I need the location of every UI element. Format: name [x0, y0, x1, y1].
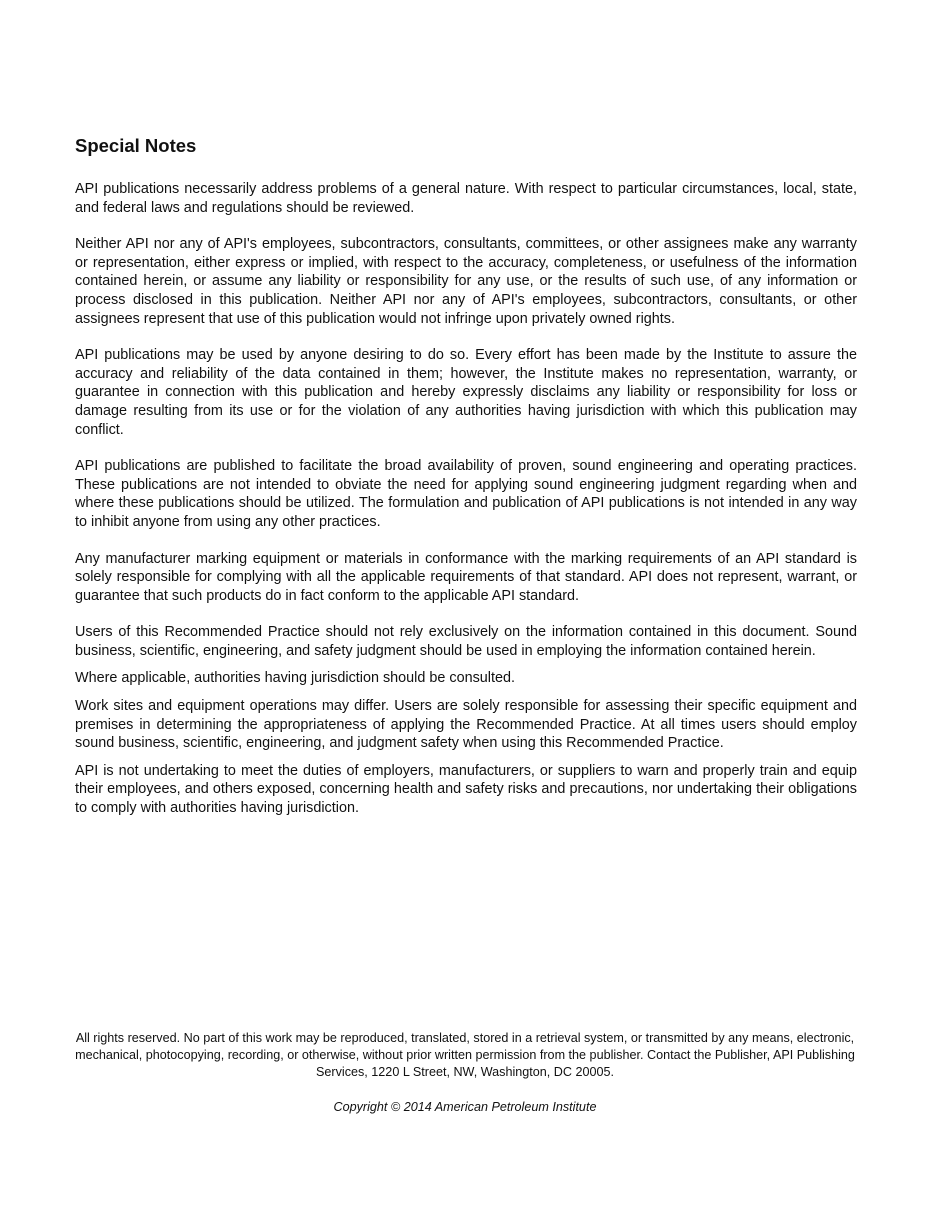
page-title: Special Notes — [75, 135, 197, 156]
rights-notice: All rights reserved. No part of this work may be reproduced, translated, stored in a retrieval system, or transmitted by any means, electronic, mechanical, photocopying, recording, or otherwise, without prior written permission from the publisher. Contact the Publisher, API Publishing Services, 1220 L Street, NW, Washington, DC 20005. — [75, 1031, 855, 1079]
paragraph-users-should-not-rely: Users of this Recommended Practice should not rely exclusively on the information contained in this document. Sound business, scientific, engineering, and safety judgment should be used in employing the information contained herein. — [75, 624, 857, 659]
paragraph-general-nature: API publications necessarily address problems of a general nature. With respect to particular circumstances, local, state, and federal laws and regulations should be reviewed. — [75, 181, 857, 216]
paragraph-broad-availability: API publications are published to facilitate the broad availability of proven, sound engineering and operating practices. These publications are not intended to obviate the need for applying sound engineering judgment regarding when and where these publications should be utilized. The formulation and publication of API publications is not intended in any way to inhibit anyone from using any other practices. — [75, 458, 857, 530]
paragraph-authorities-consulted: Where applicable, authorities having jurisdiction should be consulted. — [75, 670, 515, 687]
paragraph-work-sites: Work sites and equipment operations may differ. Users are solely responsible for assessing their specific equipment and premises in determining the appropriateness of applying the Recommended Practice. At all times users should employ sound business, scientific, engineering, and judgment safety when using this Recommended Practice. — [75, 698, 857, 752]
paragraph-no-warranty: Neither API nor any of API's employees, subcontractors, consultants, committees, or other assignees make any warranty or representation, either express or implied, with respect to the accuracy, completeness, or usefulness of the information contained herein, or assume any liability or responsibility for any use, or the results of such use, of any information or process disclosed in this publication. Neither API nor any of API's employees, subcontractors, consultants, or other assignees represent that use of this publication would not infringe upon privately owned rights. — [75, 236, 857, 327]
copyright-notice: Copyright © 2014 American Petroleum Institute — [333, 1100, 597, 1114]
paragraph-use-by-anyone: API publications may be used by anyone desiring to do so. Every effort has been made by the Institute to assure the accuracy and reliability of the data contained in them; however, the Institute makes no representation, warranty, or guarantee in connection with this publication and hereby expressly disclaims any liability or responsibility for loss or damage resulting from its use or for the violation of any authorities having jurisdiction with which this publication may conflict. — [75, 347, 857, 438]
paragraph-manufacturer-marking: Any manufacturer marking equipment or materials in conformance with the marking requirements of an API standard is solely responsible for complying with all the applicable requirements of that standard. API does not represent, warrant, or guarantee that such products do in fact conform to the applicable API standard. — [75, 550, 857, 604]
special-notes-section — [75, 134, 857, 818]
footer — [70, 1030, 860, 1116]
paragraph-duties-of-employers: API is not undertaking to meet the duties of employers, manufacturers, or suppliers to warn and properly train and equip their employees, and others exposed, concerning health and safety risks and precautions, nor undertaking their obligations to comply with authorities having jurisdiction. — [75, 762, 857, 817]
